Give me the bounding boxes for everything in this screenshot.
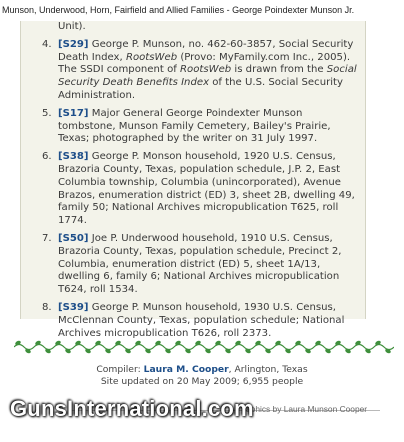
source-text: Major General George Poindexter Munson tombstone, Munson Family Cemetery, Bailey's Prairie, Texas; photographed by the writer on 31 July 1997. <box>58 107 331 145</box>
source-text: George P. Munson, no. 462-60-3857, Social Security Death Index, <box>58 38 354 63</box>
source-list <box>32 39 362 341</box>
source-item <box>32 108 362 146</box>
source-item <box>32 302 362 340</box>
source-title: RootsWeb <box>125 51 178 63</box>
source-text: is drawn from the <box>231 64 327 76</box>
compiler-line <box>0 364 404 376</box>
source-ref-link[interactable]: [S39] <box>58 301 89 313</box>
source-text: George P. Munson household, 1930 U.S. Census, McClennan County, Texas, population schedule; National Archives micropublication T626, roll 2373. <box>58 301 345 339</box>
compiler-name-link[interactable]: Laura M. Cooper <box>143 364 229 375</box>
footer <box>0 364 404 388</box>
compiler-label: Compiler: <box>96 364 141 375</box>
page-header: Munson, Underwood, Horn, Fairfield and Allied Families - George Poindexter Munson Jr. <box>2 5 355 15</box>
source-ref-link[interactable]: [S50] <box>58 232 89 244</box>
source-number: 8. <box>42 301 52 313</box>
source-number: 4. <box>42 38 52 50</box>
source-text: of the U.S. Social Security Administration. <box>58 77 343 101</box>
source-title: RootsWeb <box>180 64 232 76</box>
continuation-text: Unit). <box>58 21 86 32</box>
sources-section <box>32 21 362 345</box>
vine-divider <box>14 339 394 355</box>
site-updated: Site updated on 20 May 2009; 6,955 people <box>100 376 304 387</box>
source-item <box>32 151 362 228</box>
compiler-location: , Arlington, Texas <box>228 364 308 375</box>
source-text: Joe P. Underwood household, 1910 U.S. Census, Brazoria County, Texas, population schedule, Precinct 2, Columbia, enumeration district (ED) 5, sheet 1A/13, dwelling 6, family 6; National Archives micropublication T624, roll 1534. <box>58 232 342 296</box>
source-ref-link[interactable]: [S38] <box>58 151 89 163</box>
source-text: (Provo: MyFamily.com Inc., 2005). The SSDI component of <box>58 51 351 76</box>
source-number: 5. <box>42 107 52 119</box>
source-text: George P. Monson household, 1920 U.S. Census, Brazoria County, Texas, population schedule, J.P. 2, East Columbia township, Columbia (unincorporated), Avenue Brazos, enumeration district (ED) 3, sheet 2B, dwelling 49, family 50; National Archives micropublication T625, roll 1774. <box>58 151 355 227</box>
source-ref-link[interactable]: [S29] <box>58 38 89 50</box>
source-number: 7. <box>42 232 52 244</box>
source-item <box>32 39 362 103</box>
source-item <box>32 233 362 297</box>
copyright-text: aphics by Laura Munson Cooper <box>246 404 368 414</box>
source-title: Social Security Death Benefits Index <box>58 64 357 89</box>
watermark-logo: GunsInternational.com <box>10 396 254 421</box>
source-number: 6. <box>42 151 52 163</box>
source-ref-link[interactable]: [S17] <box>58 107 89 119</box>
